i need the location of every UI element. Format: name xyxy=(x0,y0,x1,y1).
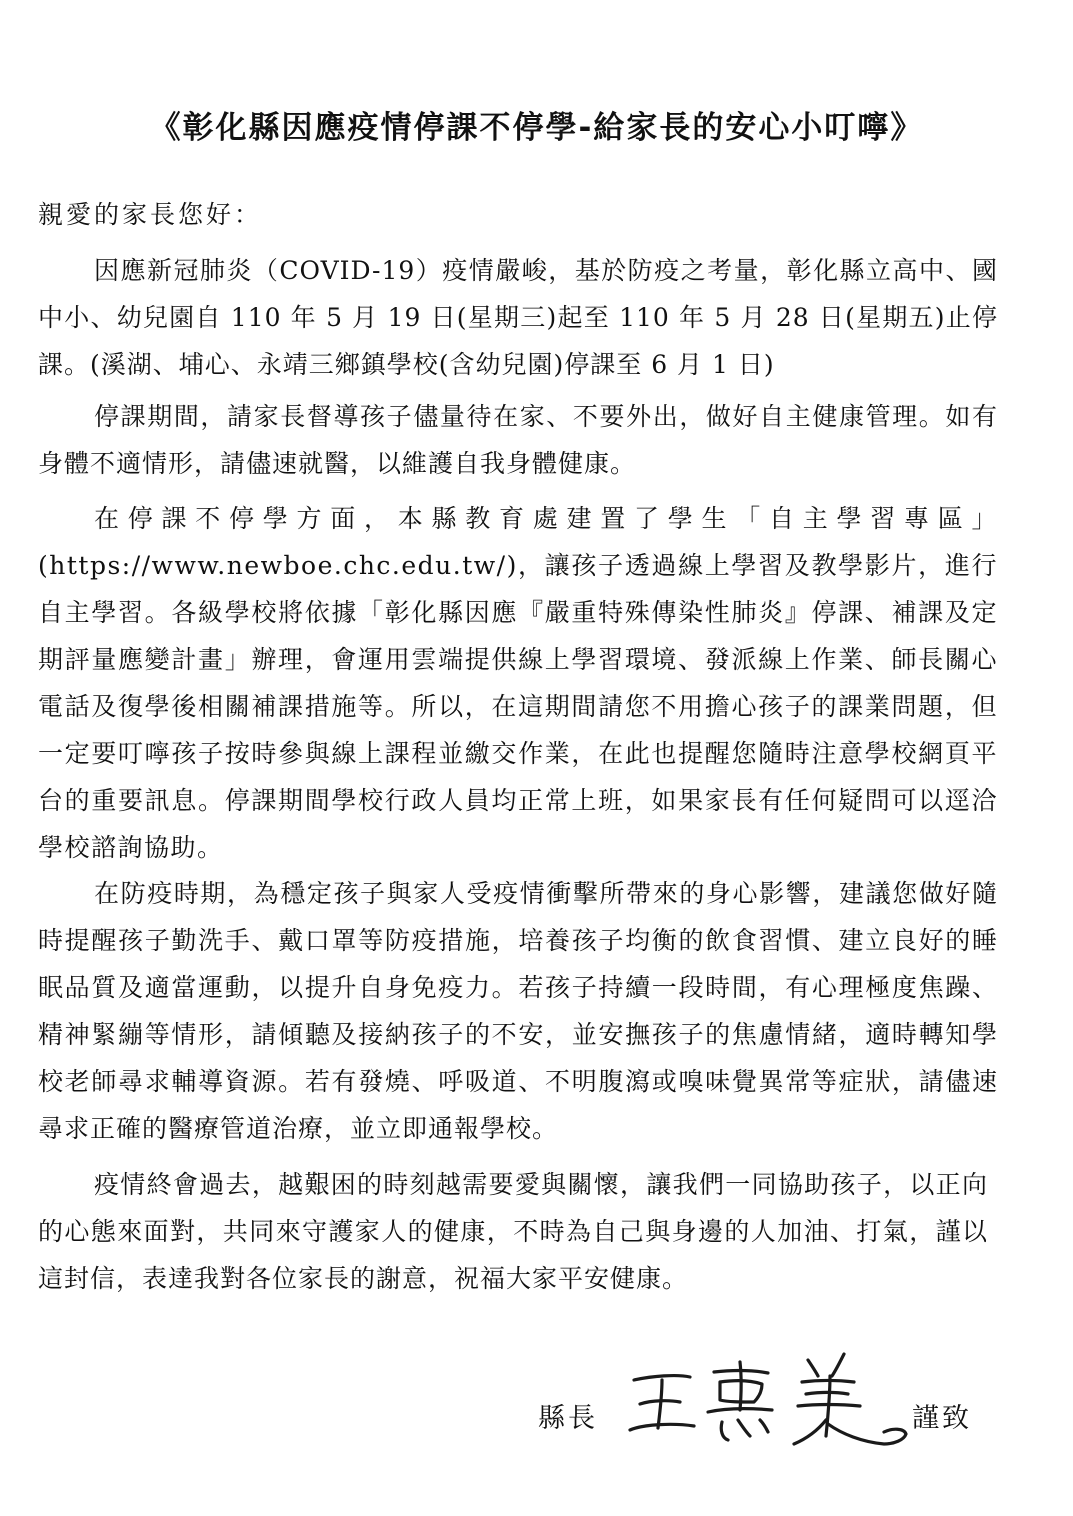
letter-greeting: 親愛的家長您好： xyxy=(38,200,263,229)
signature-title: 縣長 xyxy=(538,1403,598,1434)
paragraph-closure-notice: 因應新冠肺炎（COVID-19）疫情嚴峻，基於防疫之考量，彰化縣立高中、國中小、幼兒園自 110 年 5 月 19 日(星期三)起至 110 年 5 月 28 日(星期五)止停課。(溪湖、埔心、永靖三鄉鎮學校(含幼兒園)停課至 6 月 1 日) xyxy=(38,256,998,379)
signature-closing: 謹致 xyxy=(912,1403,972,1434)
handwritten-signature xyxy=(622,1340,912,1450)
paragraph-wellbeing: 在防疫時期，為穩定孩子與家人受疫情衝擊所帶來的身心影響，建議您做好隨時提醒孩子勤洗手、戴口罩等防疫措施，培養孩子均衡的飲食習慣、建立良好的睡眠品質及適當運動，以提升自身免疫力。若孩子持續一段時間，有心理極度焦躁、精神緊繃等情形，請傾聽及接納孩子的不安，並安撫孩子的焦慮情緒，適時轉知學校老師尋求輔導資源。若有發燒、呼吸道、不明腹瀉或嗅味覺異常等症狀，請儘速尋求正確的醫療管道治療，並立即通報學校。 xyxy=(38,879,998,1143)
paragraph-closing: 疫情終會過去，越艱困的時刻越需要愛與關懷，讓我們一同協助孩子，以正向的心態來面對，共同來守護家人的健康，不時為自己與身邊的人加油、打氣，謹以這封信，表達我對各位家長的謝意，祝福大家平安健康。 xyxy=(38,1170,988,1293)
signature-block xyxy=(530,1340,1000,1450)
paragraph-health-management: 停課期間，請家長督導孩子儘量待在家、不要外出，做好自主健康管理。如有身體不適情形，請儘速就醫，以維護自我身體健康。 xyxy=(38,402,998,478)
paragraph-online-learning: 在停課不停學方面，本縣教育處建置了學生「自主學習專區」(https://www.newboe.chc.edu.tw/)，讓孩子透過線上學習及教學影片，進行自主學習。各級學校將依據「彰化縣因應『嚴重特殊傳染性肺炎』停課、補課及定期評量應變計畫」辦理，會運用雲端提供線上學習環境、發派線上作業、師長關心電話及復學後相關補課措施等。所以，在這期間請您不用擔心孩子的課業問題，但一定要叮嚀孩子按時參與線上課程並繳交作業，在此也提醒您隨時注意學校網頁平台的重要訊息。停課期間學校行政人員均正常上班，如果家長有任何疑問可以逕洽學校諮詢協助。 xyxy=(38,504,998,862)
letter-title: 《彰化縣因應疫情停課不停學-給家長的安心小叮嚀》 xyxy=(149,110,924,146)
